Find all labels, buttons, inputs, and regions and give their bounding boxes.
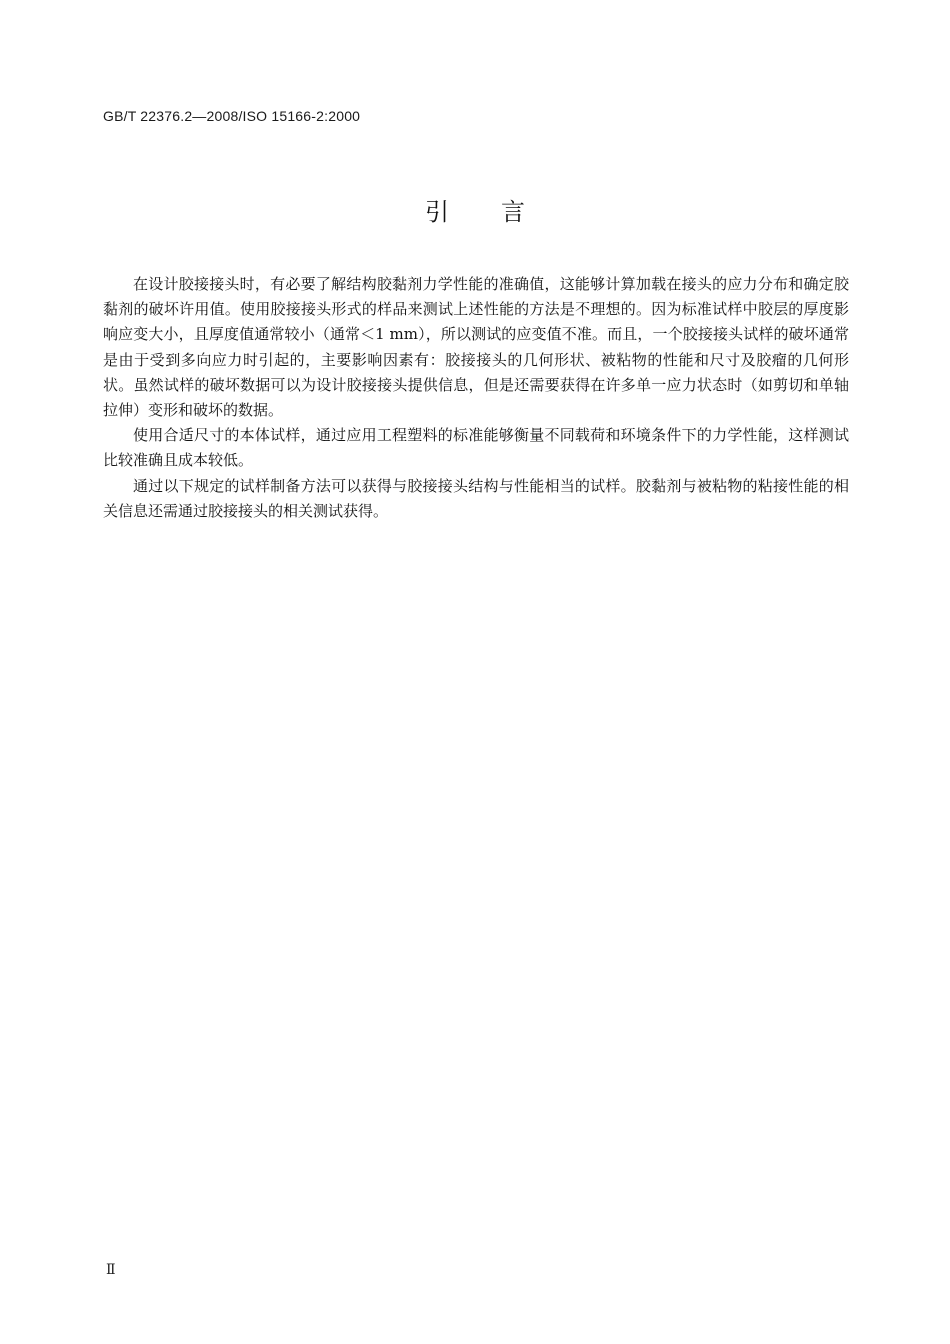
- paragraph-1: 在设计胶接接头时，有必要了解结构胶黏剂力学性能的准确值，这能够计算加载在接头的应力分布和确定胶黏剂的破坏许用值。使用胶接接头形式的样品来测试上述性能的方法是不理想的。因为标准试样中胶层的厚度影响应变大小，且厚度值通常较小（通常＜1 mm），所以测试的应变值不准。而且，一个胶接接头试样的破坏通常是由于受到多向应力时引起的，主要影响因素有：胶接接头的几何形状、被粘物的性能和尺寸及胶瘤的几何形状。虽然试样的破坏数据可以为设计胶接接头提供信息，但是还需要获得在许多单一应力状态时（如剪切和单轴拉伸）变形和破坏的数据。: [103, 275, 849, 420]
- introduction-body: [103, 272, 849, 524]
- title-char-1: 引: [425, 198, 449, 226]
- page-number: Ⅱ: [106, 1262, 116, 1278]
- paragraph-2: 使用合适尺寸的本体试样，通过应用工程塑料的标准能够衡量不同载荷和环境条件下的力学性能，这样测试比较准确且成本较低。: [103, 426, 849, 470]
- standard-code-header: GB/T 22376.2—2008/ISO 15166-2:2000: [103, 108, 361, 124]
- title-char-2: 言: [501, 198, 525, 226]
- section-title: [0, 192, 950, 227]
- paragraph-3: 通过以下规定的试样制备方法可以获得与胶接接头结构与性能相当的试样。胶黏剂与被粘物的粘接性能的相关信息还需通过胶接接头的相关测试获得。: [103, 476, 849, 520]
